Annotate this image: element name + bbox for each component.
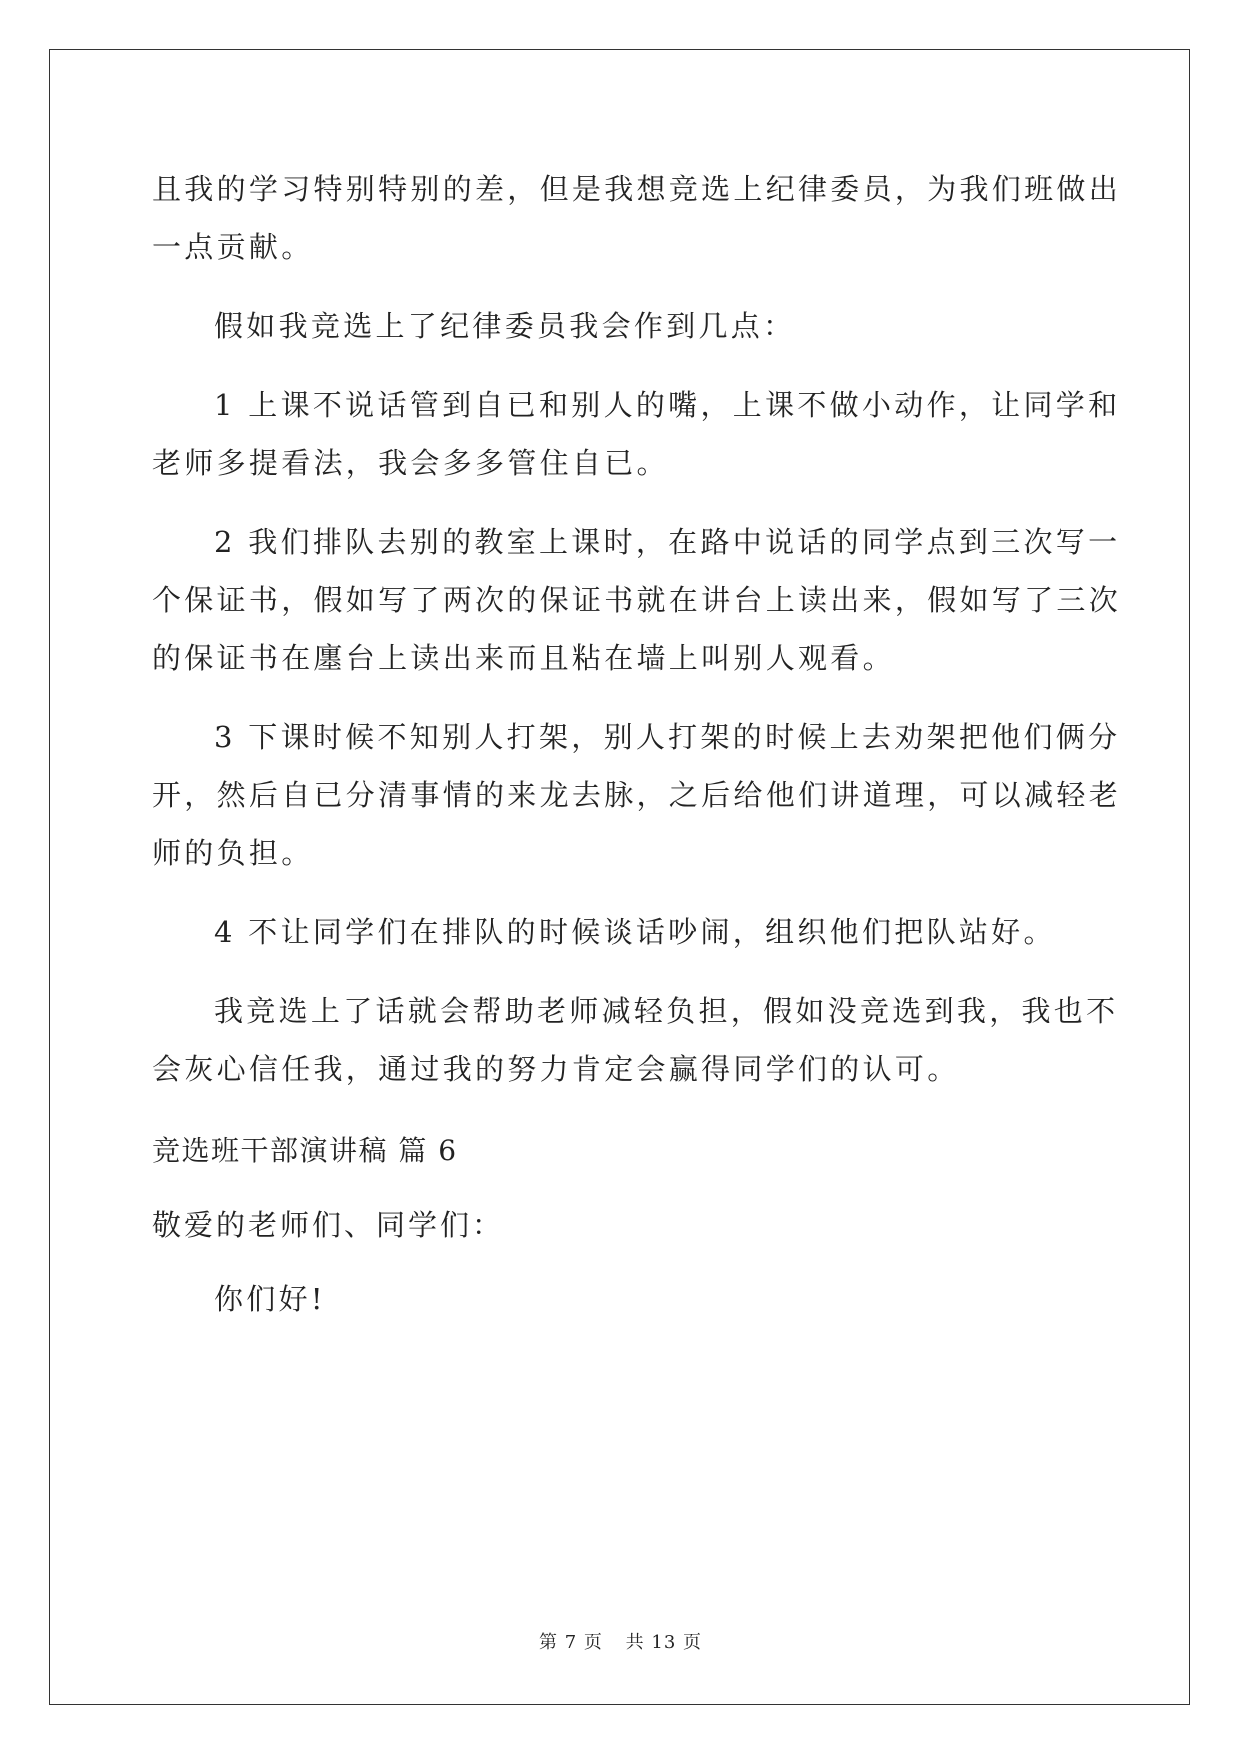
text-line: 你们好! — [214, 1282, 326, 1316]
paragraph-conclusion — [152, 982, 1119, 1098]
paragraph-intro — [152, 297, 1090, 355]
text-line: 且我的学习特别特别的差，但是我想竞选上纪律委员，为我们班做出 — [152, 172, 1122, 206]
salutation: 敬爱的老师们、同学们： — [152, 1208, 505, 1242]
text-line: 2 我们排队去别的教室上课时，在路中说话的同学点到三次写一 — [214, 525, 1121, 559]
text-line: 4 不让同学们在排队的时候谈话吵闹，组织他们把队站好。 — [214, 915, 1056, 949]
text-line: 老师多提看法，我会多多管住自已。 — [152, 446, 669, 480]
paragraph-item-3 — [152, 708, 1122, 882]
text-line: 会灰心信任我，通过我的努力肯定会赢得同学们的认可。 — [152, 1052, 960, 1086]
paragraph-continuation — [152, 160, 1122, 276]
text-line: 我竞选上了话就会帮助老师减轻负担，假如没竞选到我，我也不 — [214, 994, 1119, 1028]
text-line: 个保证书，假如写了两次的保证书就在讲台上读出来，假如写了三次 — [152, 583, 1122, 617]
text-line: 一点贡献。 — [152, 230, 314, 264]
text-line: 假如我竞选上了纪律委员我会作到几点： — [214, 309, 796, 343]
text-line: 的保证书在廛台上读出来而且粘在墙上叫别人观看。 — [152, 641, 895, 675]
paragraph-item-4 — [152, 903, 1090, 961]
total-pages-label: 共 13 页 — [625, 1632, 702, 1653]
section-heading: 竞选班干部演讲稿 篇 6 — [152, 1134, 458, 1167]
paragraph-item-1 — [152, 376, 1121, 492]
text-line: 师的负担。 — [152, 836, 314, 870]
text-line: 3 下课时候不知别人打架，别人打架的时候上去劝架把他们俩分 — [214, 720, 1121, 754]
greeting — [152, 1270, 1090, 1328]
document-body — [152, 160, 1122, 1349]
paragraph-item-2 — [152, 513, 1122, 687]
page-footer — [0, 1628, 1241, 1654]
text-line: 开，然后自已分清事情的来龙去脉，之后给他们讲道理，可以减轻老 — [152, 778, 1122, 812]
text-line: 1 上课不说话管到自已和别人的嘴，上课不做小动作，让同学和 — [214, 388, 1121, 422]
current-page-label: 第 7 页 — [539, 1632, 603, 1653]
